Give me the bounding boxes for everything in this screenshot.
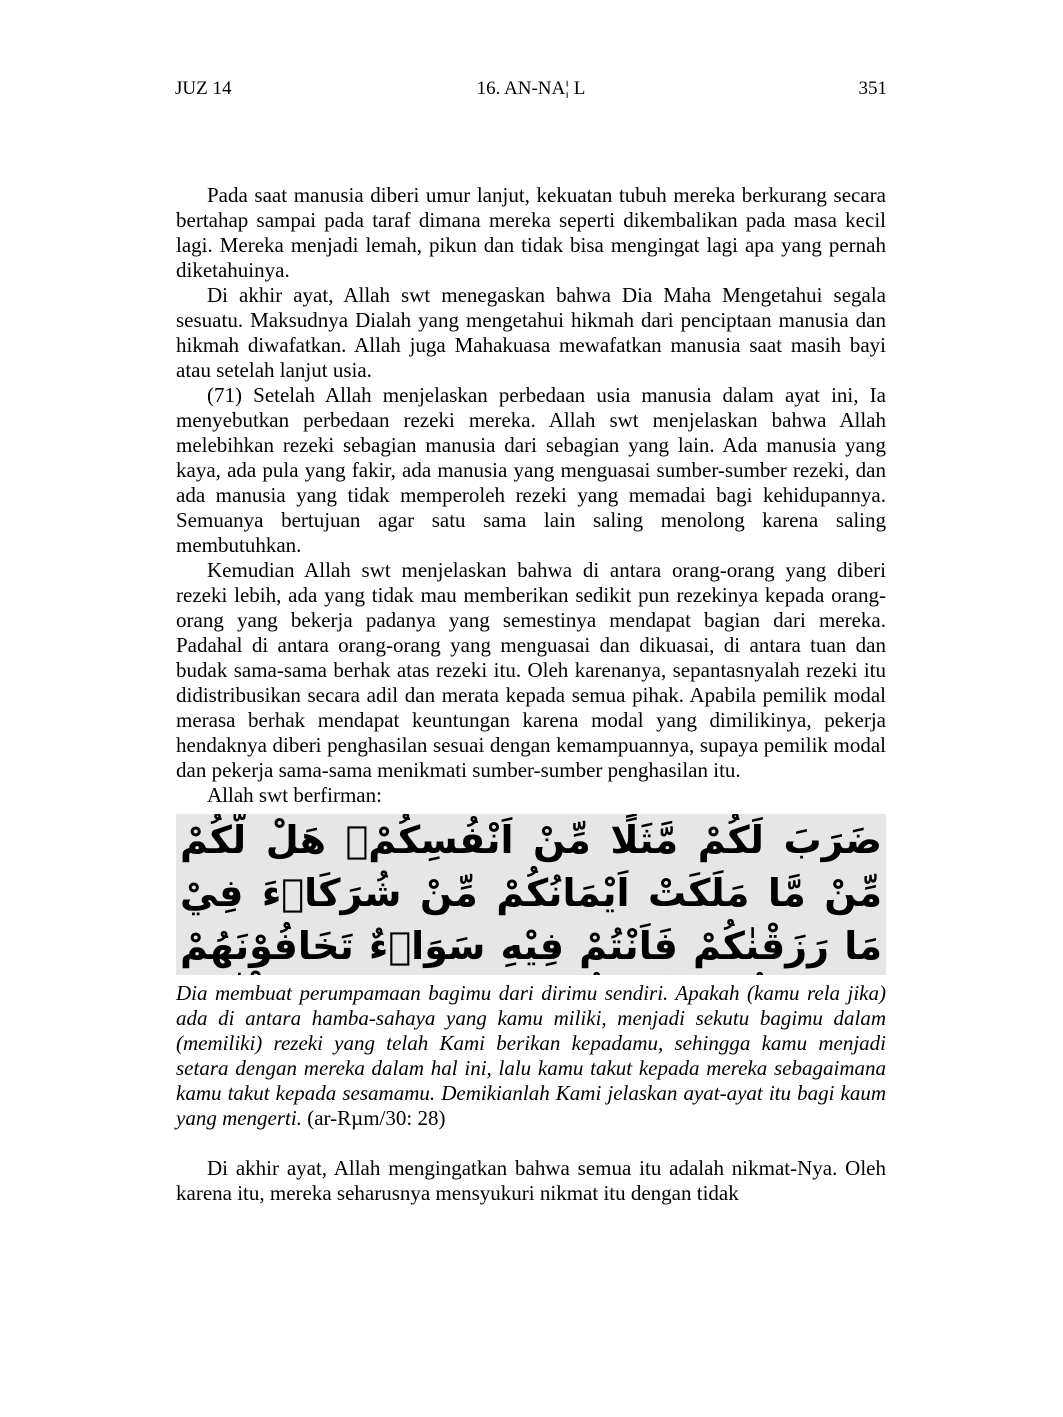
paragraph: (71) Setelah Allah menjelaskan perbedaan usia manusia dalam ayat ini, Ia menyebutkan perbedaan rezeki mereka. Allah swt menjelaskan bahwa Allah melebihkan rezeki sebagian manusia dari sebagian yang lain. Ada manusia yang kaya, ada pula yang fakir, ada manusia yang menguasai sumber-sumber rezeki, dan ada manusia yang tidak memperoleh rezeki yang memadai bagi kehidupannya. Semuanya bertujuan agar satu sama lain saling menolong karena saling membutuhkan. [176, 383, 886, 557]
page-body [176, 183, 886, 1206]
paragraph: Pada saat manusia diberi umur lanjut, kekuatan tubuh mereka berkurang secara bertahap sampai pada taraf dimana mereka seperti dikembalikan pada masa kecil lagi. Mereka menjadi lemah, pikun dan tidak bisa mengingat lagi apa yang pernah diketahuinya. [176, 183, 886, 282]
juz-label: JUZ 14 [175, 78, 232, 99]
page-number: 351 [858, 78, 887, 99]
paragraph: Di akhir ayat, Allah swt menegaskan bahwa Dia Maha Mengetahui segala sesuatu. Maksudnya Dialah yang mengetahui hikmah dari penciptaan manusia dan hikmah diwafatkan. Allah juga Mahakuasa mewafatkan manusia saat masih bayi atau setelah lanjut usia. [176, 283, 886, 382]
page-header [175, 76, 887, 102]
paragraph: Allah swt berfirman: [207, 783, 382, 807]
quran-verse-arabic: ضَرَبَ لَكُمْ مَّثَلًا مِّنْ اَنْفُسِكُمْۗ هَلْ لَّكُمْ مِّنْ مَّا مَلَكَتْ اَيْمَانُكُمْ مِّنْ شُرَكَاۤءَ فِيْ مَا رَزَقْنٰكُمْ فَاَنْتُمْ فِيْهِ سَوَاۤءٌ تَخَافُوْنَهُمْ [176, 814, 886, 975]
verse-translation [176, 981, 886, 1131]
paragraph: Kemudian Allah swt menjelaskan bahwa di antara orang-orang yang diberi rezeki lebih, ada yang tidak mau memberikan sedikit pun rezekinya kepada orang-orang yang bekerja padanya yang semestinya mendapat bagian dari mereka. Padahal di antara orang-orang yang menguasai dan dikuasai, di antara tuan dan budak sama-sama berhak atas rezeki itu. Oleh karenanya, sepantasnyalah rezeki itu didistribusikan secara adil dan merata kepada semua pihak. Apabila pemilik modal merasa berhak mendapat keuntungan karena modal yang dimilikinya, pekerja hendaknya diberi penghasilan sesuai dengan kemampuannya, supaya pemilik modal dan pekerja sama-sama menikmati sumber-sumber penghasilan itu. [176, 558, 886, 782]
verse-reference: (ar-Rµm/30: 28) [307, 1106, 446, 1130]
translation-text: Dia membuat perumpamaan bagimu dari dirimu sendiri. Apakah (kamu rela jika) ada di antara hamba-sahaya yang kamu miliki, menjadi sekutu bagimu dalam (memiliki) rezeki yang telah Kami berikan kepadamu, sehingga kamu menjadi setara dengan mereka dalam hal ini, lalu kamu takut kepada mereka sebagaimana kamu takut kepada sesamamu. Demikianlah Kami jelaskan ayat-ayat itu bagi kaum yang mengerti. [176, 981, 886, 1130]
spacer [176, 1131, 886, 1156]
closing-paragraph: Di akhir ayat, Allah mengingatkan bahwa semua itu adalah nikmat-Nya. Oleh karena itu, mereka seharusnya mensyukuri nikmat itu dengan tidak [176, 1156, 886, 1205]
surah-title: 16. AN-NA¦ L [476, 78, 586, 99]
